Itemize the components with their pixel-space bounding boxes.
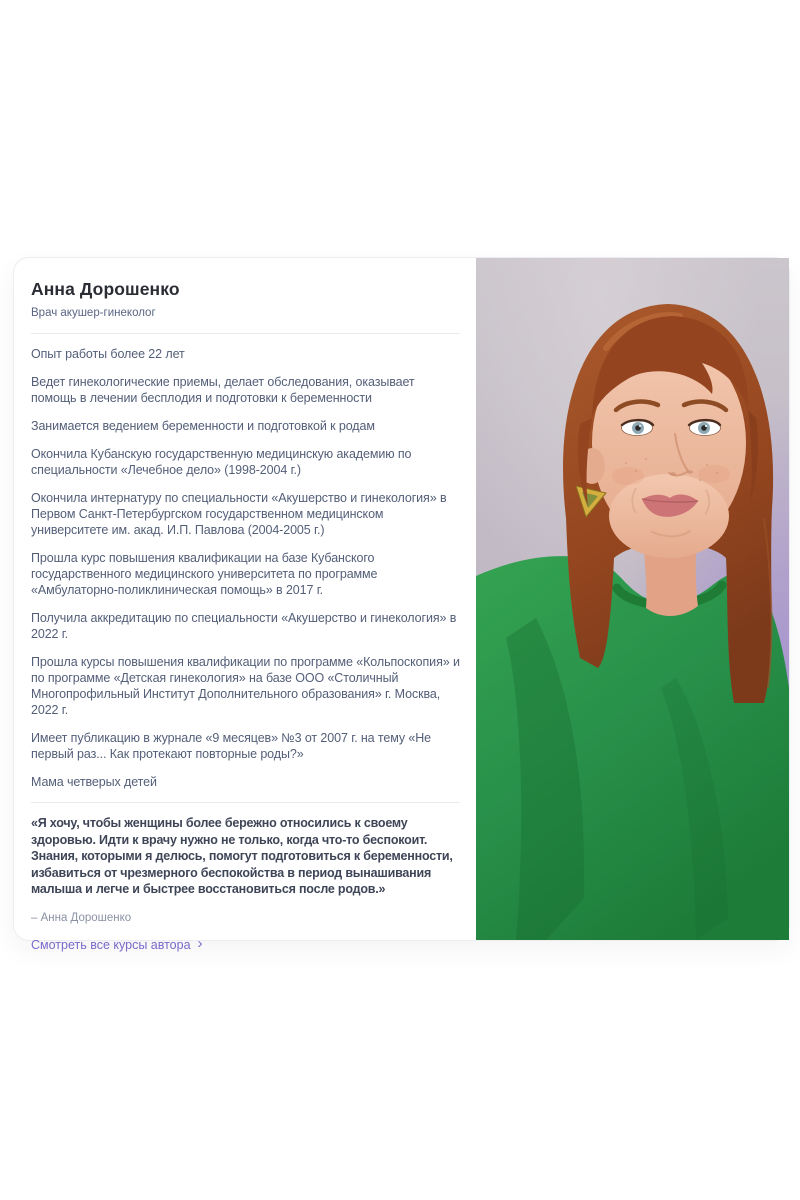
fact-item: Прошла курсы повышения квалификации по программе «Кольпоскопия» и по программе «Детская гинекология» на базе ООО «Столичный Многопрофильный Институт Дополнительного образования» г. Москва, 2022 г. <box>31 655 460 717</box>
author-photo <box>476 258 789 940</box>
fact-item: Имеет публикацию в журнале «9 месяцев» №3 от 2007 г. на тему «Не первый раз... Как протекают повторные роды?» <box>31 731 432 761</box>
author-quote: «Я хочу, чтобы женщины более бережно относились к своему здоровью. Идти к врачу нужно не только, когда что-то беспокоит. Знания, которыми я делюсь, помогут подготовиться к беременности, избавиться от чрезмерного беспокойства в период вынашивания малыша и легче и быстрее восстановиться после родов.» <box>31 816 453 896</box>
divider-bottom <box>31 802 460 803</box>
fact-item: Получила аккредитацию по специальности «Акушерство и гинекология» в 2022 г. <box>31 611 457 641</box>
author-name: Анна Дорошенко <box>31 279 180 299</box>
fact-item: Окончила Кубанскую государственную медицинскую академию по специальности «Лечебное дело» (1998-2004 г.) <box>31 447 412 477</box>
fact-item: Окончила интернатуру по специальности «Акушерство и гинекология» в Первом Санкт-Петербургском государственном медицинском университете им. акад. И.П. Павлова (2004-2005 г.) <box>31 491 447 537</box>
author-info <box>14 258 476 952</box>
quote-author: – Анна Дорошенко <box>31 911 132 924</box>
fact-experience: Опыт работы более 22 лет <box>31 347 185 361</box>
divider-top <box>31 333 460 334</box>
author-role: Врач акушер-гинеколог <box>31 307 156 319</box>
fact-item: Ведет гинекологические приемы, делает обследования, оказывает помощь в лечении бесплодия и подготовки к беременности <box>31 375 415 405</box>
fact-item: Мама четверых детей <box>31 775 157 789</box>
author-profile-card <box>13 257 790 952</box>
all-courses-link-label: Смотреть все курсы автора <box>31 937 191 952</box>
all-courses-link[interactable] <box>31 935 203 953</box>
chevron-right-icon: › <box>197 935 203 952</box>
fact-item: Занимается ведением беременности и подготовкой к родам <box>31 419 375 433</box>
fact-item: Прошла курс повышения квалификации на базе Кубанского государственного медицинского университета по программе «Амбулаторно-поликлиническая помощь» в 2017 г. <box>31 551 378 597</box>
portrait-illustration <box>476 258 789 940</box>
